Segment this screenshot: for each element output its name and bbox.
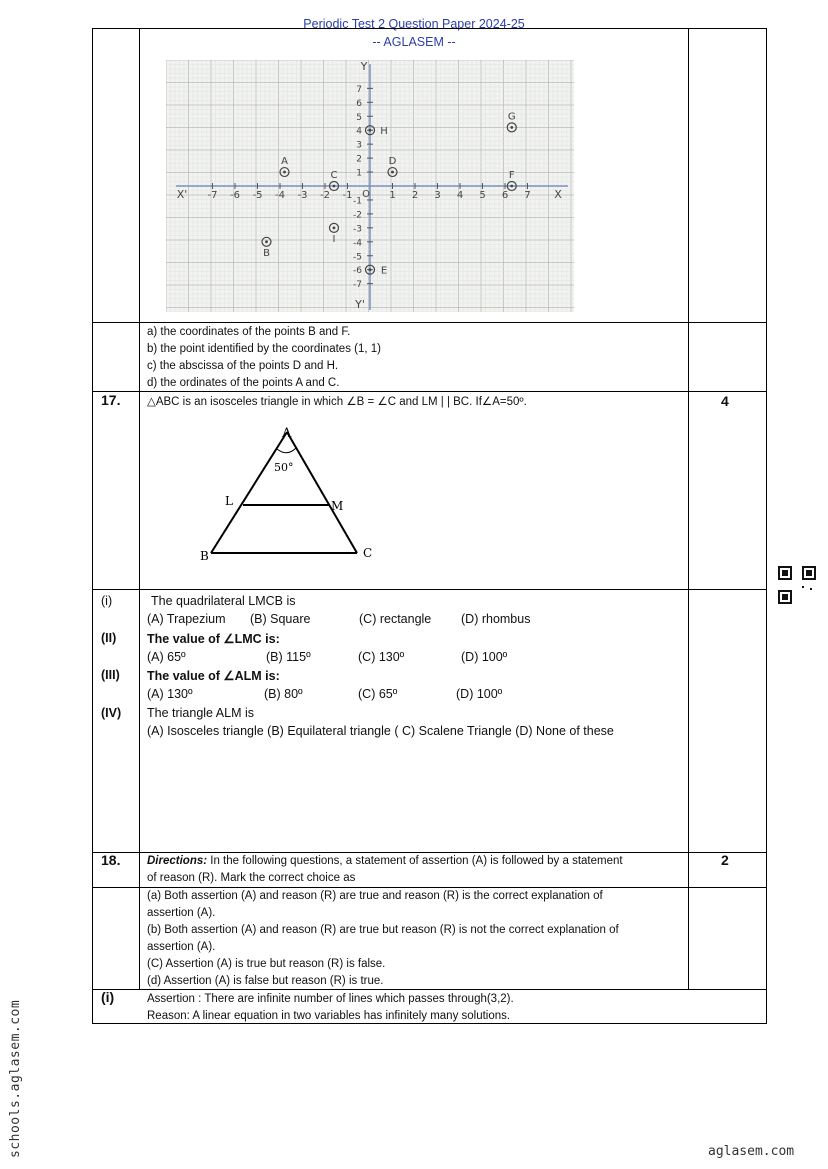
x-tick-label: -3	[297, 190, 308, 201]
y-tick-label: -5	[353, 252, 362, 263]
point-label-h: H	[380, 126, 388, 138]
y-tick-label: -2	[353, 210, 362, 221]
option: (D) rhombus	[461, 612, 531, 626]
x-tick-label: 1	[389, 190, 396, 201]
x-tick-label: -7	[207, 190, 218, 201]
x-tick-label: -1	[342, 190, 353, 201]
qr-module	[802, 586, 804, 588]
subpart-roman: (IV)	[101, 706, 122, 720]
point-label-d: D	[388, 156, 397, 168]
option: (C) rectangle	[359, 612, 432, 626]
y-neg-label: Y'	[355, 298, 365, 311]
subpart-question: The quadrilateral LMCB is	[151, 594, 296, 608]
q17-marks: 4	[721, 393, 729, 409]
row-divider	[93, 989, 766, 990]
choice-line: (a) Both assertion (A) and reason (R) are true and reason (R) is the correct explanation of	[147, 890, 603, 902]
x-tick-label: -5	[252, 190, 263, 201]
label-b: B	[200, 549, 209, 563]
q17-number: 17.	[101, 392, 121, 408]
point-center	[283, 171, 286, 174]
subpart-roman: (i)	[101, 594, 113, 608]
option: (C) 130º	[358, 650, 405, 664]
q17-stem: △ABC is an isosceles triangle in which ∠B = ∠C and LM | | BC. If∠A=50º.	[147, 396, 527, 408]
y-tick-label: 5	[356, 112, 362, 123]
choice-line: assertion (A).	[147, 907, 216, 919]
y-label: Y	[360, 60, 368, 73]
x-tick-label: 7	[524, 190, 531, 201]
label-c: C	[363, 546, 373, 560]
subpart-question: The value of ∠LMC is:	[147, 632, 280, 646]
option: (B) 115º	[266, 650, 311, 664]
x-tick-label: 3	[434, 190, 441, 201]
option: (A) 65º	[147, 650, 186, 664]
y-tick-label: 6	[356, 98, 362, 109]
q18-number: 18.	[101, 852, 121, 868]
row-divider	[93, 852, 766, 853]
y-tick-label: 3	[356, 140, 362, 151]
subpart-question: The triangle ALM is	[147, 706, 254, 720]
q16-part-d: d) the ordinates of the points A and C.	[147, 377, 340, 389]
option-line: (A) Isosceles triangle (B) Equilateral triangle ( C) Scalene Triangle (D) None of these	[147, 724, 614, 738]
y-tick-label: -6	[353, 266, 362, 277]
point-label-i: I	[332, 233, 336, 245]
qr-finder-core	[806, 570, 812, 576]
angle-label: 50°	[274, 461, 294, 474]
point-label-f: F	[508, 170, 515, 181]
x-neg-label: X'	[176, 188, 188, 201]
q18-directions-2: of reason (R). Mark the correct choice as	[147, 872, 356, 884]
header-title: Periodic Test 2 Question Paper 2024-25	[303, 17, 525, 31]
row-divider	[93, 391, 766, 392]
y-tick-label: 7	[356, 84, 362, 95]
y-tick-label: -3	[353, 224, 362, 235]
point-center	[333, 185, 336, 188]
option: (C) 65º	[358, 687, 398, 701]
choice-line: (d) Assertion (A) is false but reason (R) is true.	[147, 975, 384, 987]
side-watermark: schools.aglasem.com	[8, 999, 23, 1158]
col-divider-left	[139, 29, 140, 989]
label-a: A	[282, 426, 292, 441]
y-tick-label: -7	[353, 280, 362, 291]
x-tick-label: 6	[501, 190, 509, 201]
x-tick-label: 2	[411, 190, 419, 201]
option: (A) Trapezium	[147, 612, 226, 626]
y-tick-label: 2	[356, 154, 362, 165]
row-divider	[93, 887, 766, 888]
subpart-roman: (II)	[101, 631, 117, 645]
point-center	[510, 185, 513, 188]
q16-part-c: c) the abscissa of the points D and H.	[147, 360, 339, 372]
qr-finder-core	[782, 594, 788, 600]
origin-label: O	[362, 189, 370, 200]
point-label-g: G	[507, 111, 516, 123]
row-divider	[93, 322, 766, 323]
option: (B) 80º	[264, 687, 303, 701]
point-label-e: E	[380, 265, 388, 277]
x-tick-label: -2	[320, 190, 330, 201]
q16-part-a: a) the coordinates of the points B and F.	[147, 326, 351, 338]
x-tick-label: -6	[230, 190, 240, 201]
option: (D) 100º	[461, 650, 508, 664]
subpart-question: The value of ∠ALM is:	[147, 669, 280, 683]
choice-line: (C) Assertion (A) is true but reason (R) is false.	[147, 958, 386, 970]
point-label-b: B	[263, 247, 270, 259]
label-l: L	[225, 494, 233, 508]
point-label-a: A	[281, 156, 288, 168]
q16-part-b: b) the point identified by the coordinates (1, 1)	[147, 343, 381, 355]
x-tick-label: 5	[479, 190, 486, 201]
assertion-text: Assertion : There are infinite number of lines which passes through(3,2).	[147, 993, 514, 1005]
y-tick-label: 4	[356, 126, 362, 137]
subpart-roman: (III)	[101, 668, 120, 682]
option: (B) Square	[250, 612, 311, 626]
x-tick-label: 4	[456, 190, 464, 201]
point-center	[369, 129, 372, 132]
point-center	[333, 226, 336, 229]
directions-text: In the following questions, a statement of assertion (A) is followed by a statement	[207, 855, 623, 867]
label-m: M	[331, 499, 344, 513]
y-tick-label: 1	[356, 168, 362, 179]
y-tick-label: -1	[353, 196, 362, 207]
point-center	[510, 126, 513, 129]
directions-label: Directions:	[147, 855, 208, 867]
col-divider-right	[688, 29, 689, 989]
coordinate-graph	[166, 60, 574, 312]
point-label-c: C	[330, 170, 338, 181]
y-tick-label: -4	[353, 238, 362, 249]
qr-module	[810, 588, 812, 590]
q18-directions	[147, 854, 623, 868]
qr-finder-core	[782, 570, 788, 576]
option: (D) 100º	[456, 687, 503, 701]
point-center	[391, 171, 394, 174]
q18-marks: 2	[721, 852, 729, 868]
option: (A) 130º	[147, 687, 193, 701]
point-center	[369, 268, 372, 271]
x-tick-label: -4	[275, 190, 285, 201]
q18-sub-roman: (i)	[101, 989, 115, 1005]
qr-code	[778, 566, 816, 604]
triangle-figure	[195, 424, 385, 564]
row-divider	[93, 589, 766, 590]
footer-url: aglasem.com	[708, 1144, 795, 1159]
header-subtitle: -- AGLASEM --	[372, 35, 456, 49]
x-label: X	[554, 188, 562, 201]
reason-text: Reason: A linear equation in two variables has infinitely many solutions.	[147, 1010, 511, 1022]
choice-line: (b) Both assertion (A) and reason (R) are true but reason (R) is not the correct explanation of	[147, 924, 619, 936]
point-center	[265, 240, 268, 243]
choice-line: assertion (A).	[147, 941, 216, 953]
